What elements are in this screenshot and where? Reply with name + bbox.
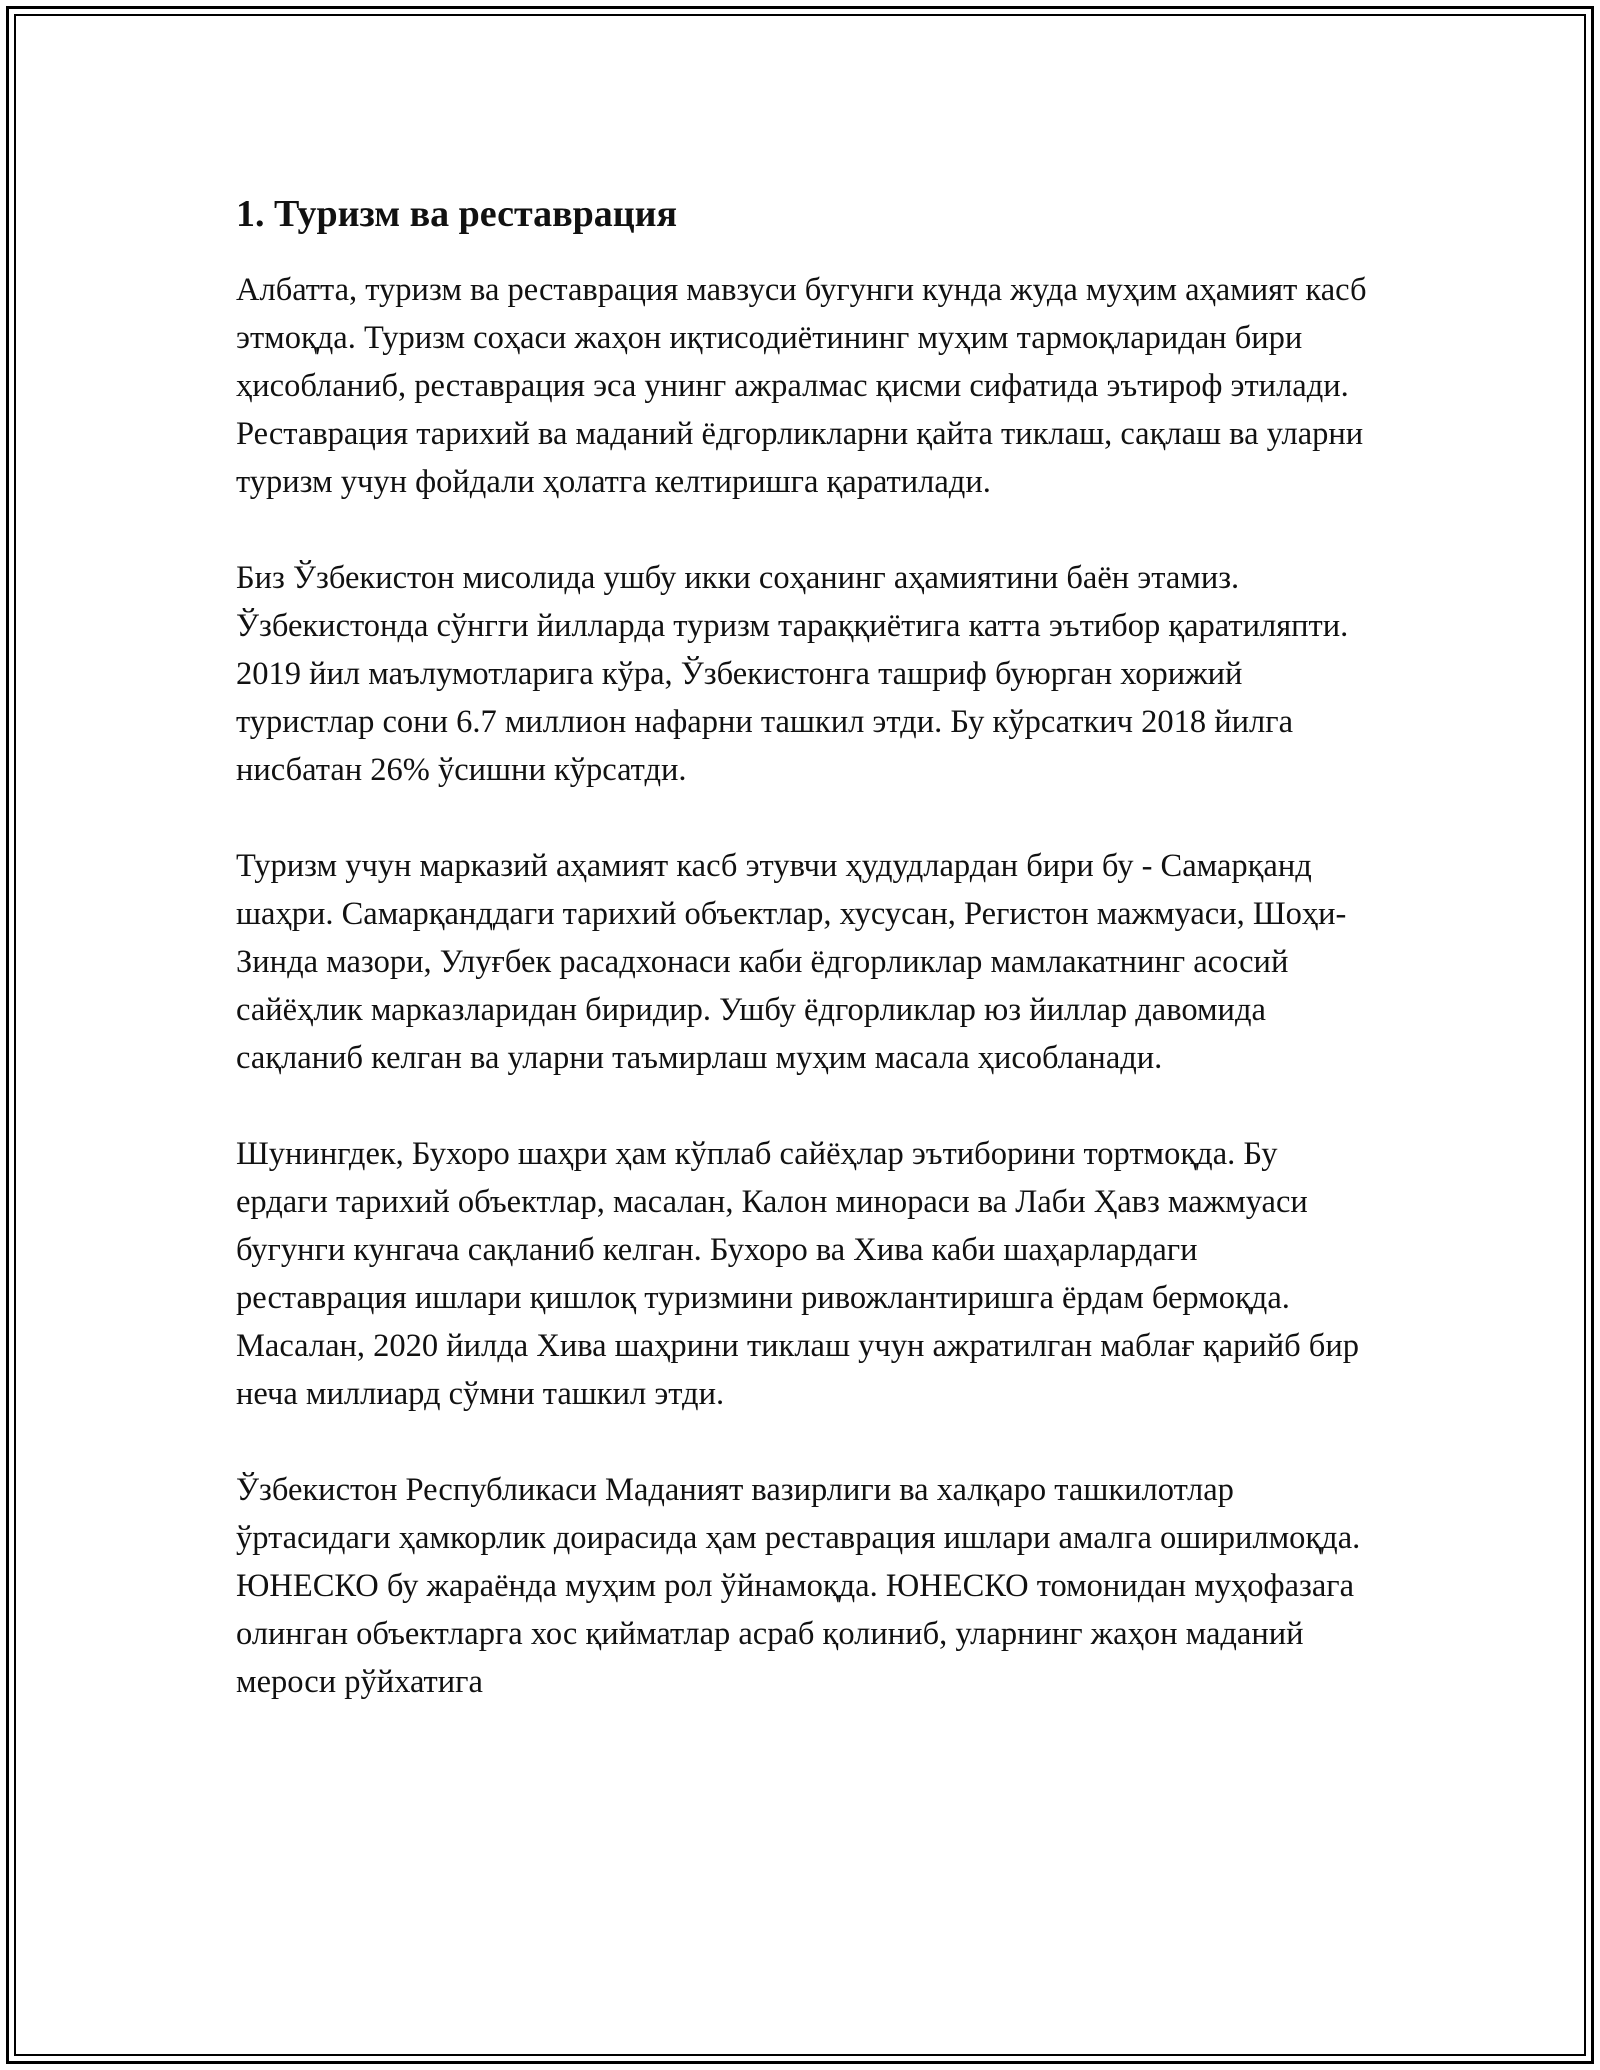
paragraph-4: Шунингдек, Бухоро шаҳри ҳам кўплаб сайёҳлар эътиборини тортмоқда. Бу ердаги тарихий объектлар, масалан, Калон минораси ва Лаби Ҳавз мажмуаси бугунги кунгача сақланиб келган. Бухоро ва Хива каби шаҳарлардаги реставрация ишлари қишлоқ туризмини ривожлантиришга ёрдам бермоқда. Масалан, 2020 йилда Хива шаҳрини тиклаш учун ажратилган маблағ қарийб бир неча миллиард сўмни ташкил этди. bbox=[236, 1136, 1359, 1412]
section-heading: 1. Туризм ва реставрация bbox=[236, 193, 678, 235]
document-body bbox=[236, 190, 1376, 1754]
paragraph-5: Ўзбекистон Республикаси Маданият вазирлиги ва халқаро ташкилотлар ўртасидаги ҳамкорлик доирасида ҳам реставрация ишлари амалга оширилмоқда. ЮНЕСКО бу жараёнда муҳим рол ўйнамоқда. ЮНЕСКО томонидан муҳофазага олинган объектларга хос қийматлар асраб қолиниб, уларнинг жаҳон маданий мероси рўйхатига bbox=[236, 1472, 1361, 1700]
paragraph-1: Албатта, туризм ва реставрация мавзуси бугунги кунда жуда муҳим аҳамият касб этмоқда. Туризм соҳаси жаҳон иқтисодиётининг муҳим тармоқларидан бири ҳисобланиб, реставрация эса унинг ажралмас қисми сифатида эътироф этилади. Реставрация тарихий ва маданий ёдгорликларни қайта тиклаш, сақлаш ва уларни туризм учун фойдали ҳолатга келтиришга қаратилади. bbox=[236, 272, 1367, 500]
paragraph-3: Туризм учун марказий аҳамият касб этувчи ҳудудлардан бири бу - Самарқанд шаҳри. Самарқанддаги тарихий объектлар, хусусан, Регистон мажмуаси, Шоҳи-Зинда мазори, Улуғбек расадхонаси каби ёдгорликлар мамлакатнинг асосий сайёҳлик марказларидан биридир. Ушбу ёдгорликлар юз йиллар давомида сақланиб келган ва уларни таъмирлаш муҳим масала ҳисобланади. bbox=[236, 848, 1347, 1076]
paragraph-2: Биз Ўзбекистон мисолида ушбу икки соҳанинг аҳамиятини баён этамиз. Ўзбекистонда сўнгги йилларда туризм тараққиётига катта эътибор қаратиляпти. 2019 йил маълумотларига кўра, Ўзбекистонга ташриф буюрган хорижий туристлар сони 6.7 миллион нафарни ташкил этди. Бу кўрсаткич 2018 йилга нисбатан 26% ўсишни кўрсатди. bbox=[236, 560, 1349, 788]
